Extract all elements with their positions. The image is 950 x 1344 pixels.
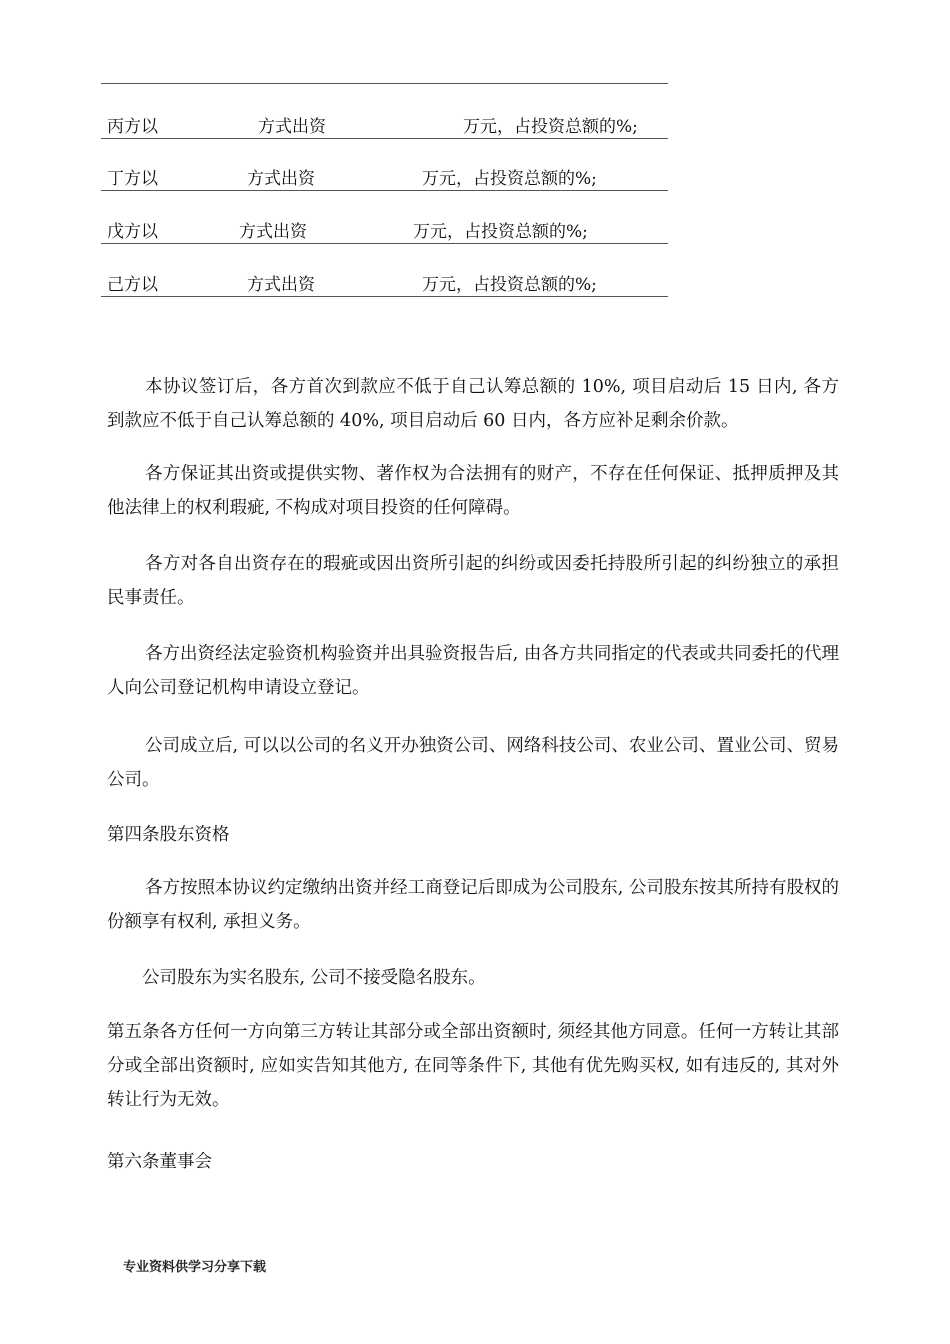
amount-tail: 万元，占投资总额的%; — [463, 117, 638, 137]
party-label: 丙方以 — [107, 117, 158, 137]
top-rule — [101, 83, 668, 84]
liability-paragraph: 各方对各自出资存在的瑕疵或因出资所引起的纠纷或因委托持股所引起的纠纷独立的承担民事责任。 — [107, 554, 839, 608]
article-four-heading: 第四条股东资格 — [107, 825, 230, 845]
named-shareholder-paragraph: 公司股东为实名股东, 公司不接受隐名股东。 — [142, 968, 486, 988]
article-five-paragraph: 第五条各方任何一方向第三方转让其部分或全部出资额时, 须经其他方同意。任何一方转让其部分或全部出资额时, 应如实告知其他方, 在同等条件下, 其他有优先购买权, 如有违反的, 其对外转让行为无效。 — [107, 1022, 839, 1110]
investment-row-ji — [101, 268, 668, 297]
amount-tail: 万元，占投资总额的%; — [422, 169, 597, 189]
amount-tail: 万元，占投资总额的%; — [422, 275, 597, 295]
registration-paragraph: 各方出资经法定验资机构验资并出具验资报告后, 由各方共同指定的代表或共同委托的代理人向公司登记机构申请设立登记。 — [107, 644, 839, 698]
party-label: 丁方以 — [107, 169, 158, 189]
method-label: 方式出资 — [247, 169, 315, 189]
method-label: 方式出资 — [258, 117, 326, 137]
warranty-paragraph: 各方保证其出资或提供实物、著作权为合法拥有的财产，不存在任何保证、抵押质押及其他法律上的权利瑕疵, 不构成对项目投资的任何障碍。 — [107, 464, 839, 518]
method-label: 方式出资 — [247, 275, 315, 295]
party-label: 戊方以 — [107, 222, 158, 242]
subsidiary-paragraph: 公司成立后, 可以以公司的名义开办独资公司、网络科技公司、农业公司、置业公司、贸易公司。 — [107, 736, 839, 790]
payment-schedule-paragraph: 本协议签订后，各方首次到款应不低于自己认筹总额的 10%, 项目启动后 15 日内, 各方到款应不低于自己认筹总额的 40%, 项目启动后 60 日内，各方应补足剩余价款。 — [107, 377, 839, 431]
investment-row-bing — [101, 110, 668, 139]
party-label: 己方以 — [107, 275, 158, 295]
method-label: 方式出资 — [239, 222, 307, 242]
investment-row-wu — [101, 215, 668, 244]
article-six-heading: 第六条董事会 — [107, 1152, 212, 1172]
footer-note: 专业资料供学习分享下载 — [123, 1260, 267, 1275]
amount-tail: 万元，占投资总额的%; — [413, 222, 588, 242]
investment-row-ding — [101, 162, 668, 191]
shareholder-qualification-paragraph: 各方按照本协议约定缴纳出资并经工商登记后即成为公司股东, 公司股东按其所持有股权的份额享有权利, 承担义务。 — [107, 878, 839, 932]
